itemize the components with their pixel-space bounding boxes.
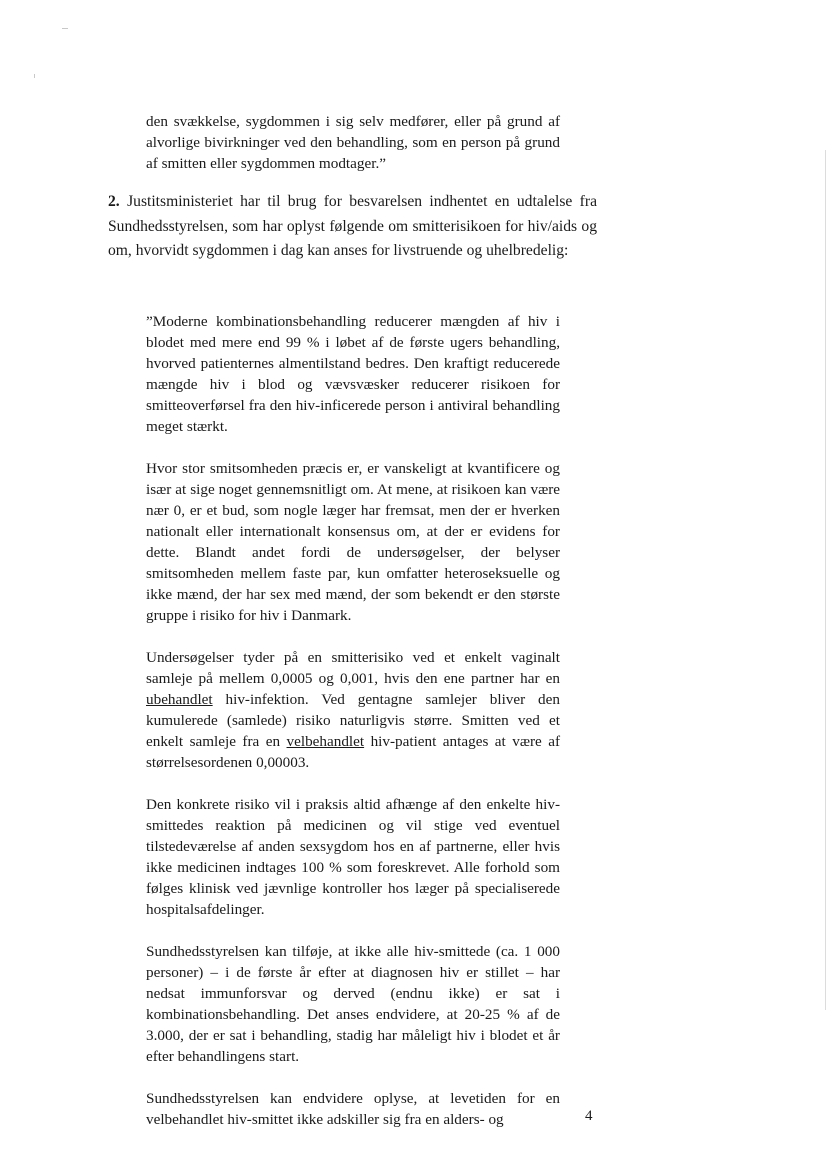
quote-paragraph-3-part-a: Undersøgelser tyder på en smitterisiko ved et enkelt vaginalt samleje på mellem 0,0005 og 0,001, hvis den ene partner har en — [146, 649, 560, 687]
scan-artifact-mark — [34, 74, 35, 78]
underlined-well-treated: velbehandlet — [286, 733, 365, 750]
underlined-untreated: ubehandlet — [146, 691, 213, 708]
quote-paragraph-3-part-c: hiv-patient antages at være af størrelsesordenen 0,00003. — [146, 733, 560, 771]
section-number: 2. — [108, 193, 120, 210]
quote-paragraph-6: Sundhedsstyrelsen kan endvidere oplyse, at levetiden for en velbehandlet hiv-smittet ikke adskiller sig fra en alders- og — [146, 1090, 560, 1128]
scan-edge-line — [825, 150, 826, 1010]
quote-paragraph-5: Sundhedsstyrelsen kan tilføje, at ikke alle hiv-smittede (ca. 1 000 personer) – i de første år efter at diagnosen hiv er stillet – har nedsat immunforsvar og derved (endnu ikke) er sat i kombinationsbehandling. Det anses endvidere, at 20-25 % af de 3.000, der er sat i behandling, stadig har måleligt hiv i blodet et år efter behandlingens start. — [146, 943, 560, 1065]
quote-paragraph-1: ”Moderne kombinationsbehandling reducerer mængden af hiv i blodet med mere end 99 % i løbet af de første ugers behandling, hvorved patienternes almentilstand bedres. Den kraftigt reducerede mængde hiv i blod og vævsvæsker reducerer risikoen for smitteoverførsel fra den hiv-inficerede person i antiviral behandling meget stærkt. — [146, 313, 560, 435]
quote-paragraph-4: Den konkrete risiko vil i praksis altid afhænge af den enkelte hiv-smittedes reaktion på medicinen og vil stige ved eventuel tilstedeværelse af anden sexsygdom hos en af partnerne, eller hvis ikke medicinen indtages 100 % som foreskrevet. Alle forhold som følges klinisk ved jævnlige kontroller hos læger på specialiserede hospitalsafdelinger. — [146, 796, 560, 918]
section-2-paragraph — [108, 190, 597, 264]
opening-quote-block — [146, 111, 560, 195]
quote-paragraph-2: Hvor stor smitsomheden præcis er, er vanskeligt at kvantificere og især at sige noget gennemsnitligt om. At mene, at risikoen kan være nær 0, er et bud, som nogle læger har fremsat, men der er hverken nationalt eller internationalt konsensus om, at der er evidens for dette. Blandt andet fordi de undersøgelser, der belyser smitsomheden mellem faste par, kun omfatter heteroseksuelle og ikke mænd, der har sex med mænd, der som bekendt er den største gruppe i risiko for hiv i Danmark. — [146, 460, 560, 624]
section-2-text: Justitsministeriet har til brug for besvarelsen indhentet en udtalelse fra Sundhedsstyrelsen, som har oplyst følgende om smitterisikoen for hiv/aids og om, hvorvidt sygdommen i dag kan anses for livstruende og uhelbredelig: — [108, 193, 597, 259]
page-number: 4 — [585, 1108, 593, 1124]
agency-statement-quote — [146, 311, 560, 1151]
scan-artifact-mark — [62, 28, 68, 29]
opening-quote-text: den svækkelse, sygdommen i sig selv medfører, eller på grund af alvorlige bivirkninger ved den behandling, som en person på grund af smitten eller sygdommen modtager.” — [146, 113, 560, 172]
quote-paragraph-3-part-b: hiv-infektion. Ved gentagne samlejer bliver den kumulerede (samlede) risiko naturligvis større. Smitten ved et enkelt samleje fra en — [146, 691, 560, 750]
quote-paragraph-3 — [146, 647, 560, 773]
